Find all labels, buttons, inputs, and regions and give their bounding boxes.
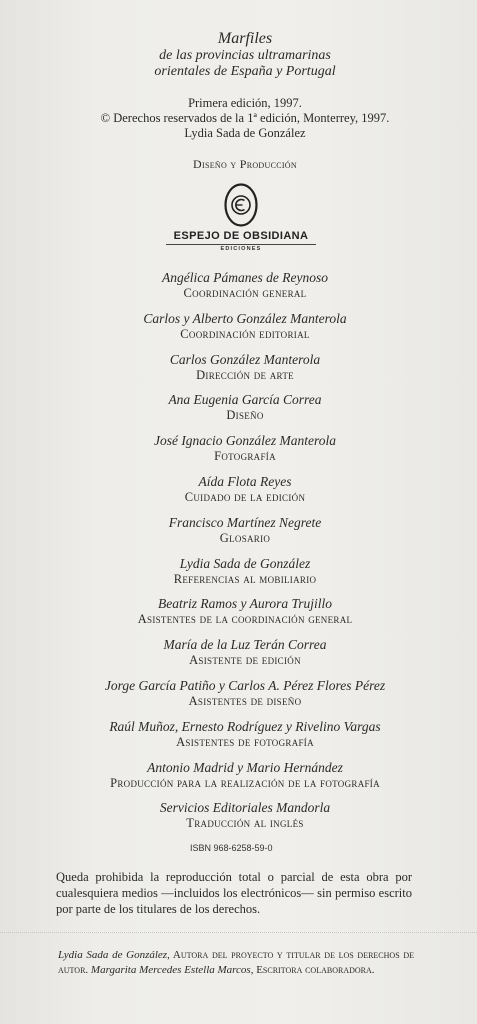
edition-info: [40, 96, 450, 141]
credit-name: Beatriz Ramos y Aurora Trujillo: [157, 596, 333, 612]
credit-role: Producción para la realización de la fotografía: [110, 775, 380, 790]
credit-role: Dirección de arte: [196, 367, 294, 382]
publisher-name: ESPEJO DE OBSIDIANA: [173, 230, 309, 242]
credit-role: Fotografía: [214, 449, 276, 464]
rights-notice: Queda prohibida la reproducción total o parcial de esta obra por cualesquiera medios —incluidos los electrónicos— sin permiso escrito por parte de los titulares de los derechos.: [56, 870, 412, 916]
book-subtitle-line2: orientales de España y Portugal: [154, 64, 336, 79]
credit-item: [40, 637, 450, 678]
design-production-heading: Diseño y Producción: [193, 157, 297, 171]
publisher-subtitle: EDICIONES: [220, 246, 262, 252]
credit-role: Diseño: [226, 408, 264, 423]
oval-ec-monogram-icon: [224, 183, 258, 227]
copyright-line: © Derechos reservados de la 1ª edición, Monterrey, 1997.: [100, 111, 390, 125]
credit-name: María de la Luz Terán Correa: [163, 637, 327, 653]
credit-role: Asistentes de diseño: [188, 693, 302, 708]
publisher-logo: [138, 183, 358, 255]
authors-note: [58, 948, 414, 978]
credit-item: [40, 433, 450, 474]
credit-item: [40, 719, 450, 760]
copyright-holder: Lydia Sada de González: [184, 126, 306, 140]
credits-list: [40, 270, 450, 841]
credit-item: [40, 474, 450, 515]
credit-name: Jorge García Patiño y Carlos A. Pérez Flores Pérez: [104, 677, 386, 693]
credit-role: Asistentes de fotografía: [176, 734, 314, 749]
credit-name: Ana Eugenia García Correa: [168, 392, 322, 408]
credit-role: Cuidado de la edición: [184, 489, 306, 504]
divider: [0, 932, 477, 933]
credit-role: Coordinación general: [183, 286, 307, 300]
book-subtitle-line1: de las provincias ultramarinas: [159, 48, 331, 63]
credit-role: Glosario: [219, 530, 271, 545]
credit-name: Raúl Muñoz, Ernesto Rodríguez y Rivelino Vargas: [109, 718, 381, 734]
credit-item: [40, 800, 450, 841]
author-name: Lydia Sada de González: [58, 949, 168, 961]
credit-name: José Ignacio González Manterola: [153, 433, 337, 449]
credit-item: [40, 311, 450, 352]
credit-role: Referencias al mobiliario: [173, 571, 317, 586]
isbn: ISBN 968-6258-59-0: [190, 843, 273, 853]
credit-name: Antonio Madrid y Mario Hernández: [147, 759, 343, 775]
credit-name: Carlos y Alberto González Manterola: [143, 310, 347, 326]
credit-item: [40, 392, 450, 433]
credit-role: Coordinación editorial: [180, 326, 310, 341]
credit-item: [40, 678, 450, 719]
book-title-block: [40, 30, 450, 80]
credit-item: [40, 352, 450, 393]
credit-name: Francisco Martínez Negrete: [168, 514, 322, 530]
credit-name: Servicios Editoriales Mandorla: [159, 800, 331, 816]
credit-name: Angélica Pámanes de Reynoso: [161, 270, 329, 285]
author-role: , Autora del proyecto y titular de los derechos de autor.: [58, 949, 414, 976]
writer-role: , Escritora colaboradora.: [250, 964, 375, 976]
credit-item: [40, 760, 450, 801]
logo-divider: [166, 244, 316, 245]
credit-name: Aída Flota Reyes: [198, 473, 292, 489]
credit-role: Traducción al inglés: [186, 816, 304, 831]
credit-name: Lydia Sada de González: [179, 555, 311, 571]
credit-item: [40, 596, 450, 637]
book-title: Marfiles: [217, 30, 273, 47]
credit-name: Carlos González Manterola: [169, 351, 321, 367]
credit-role: Asistentes de la coordinación general: [137, 612, 353, 627]
edition-line: Primera edición, 1997.: [188, 96, 302, 110]
writer-name: Margarita Mercedes Estella Marcos: [90, 964, 251, 976]
credit-item: [40, 270, 450, 311]
credit-item: [40, 515, 450, 556]
credit-item: [40, 556, 450, 597]
credit-role: Asistente de edición: [189, 653, 301, 668]
